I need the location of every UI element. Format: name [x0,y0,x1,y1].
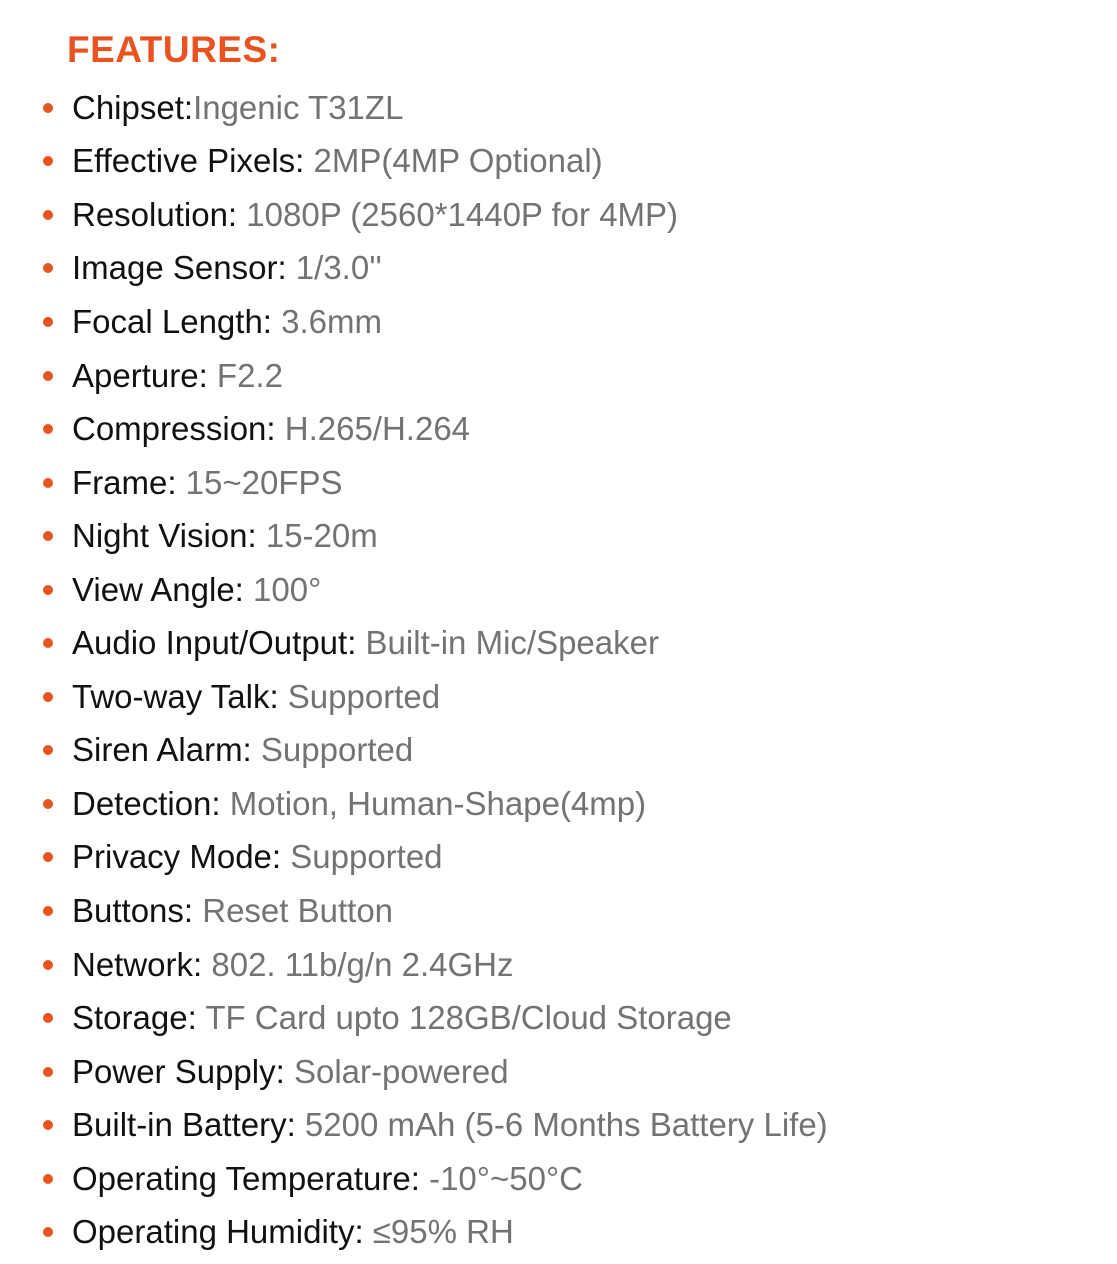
feature-text [72,945,513,985]
feature-value: 15~20FPS [176,463,343,501]
feature-label: Privacy Mode: [72,838,282,876]
bullet-icon [43,371,53,381]
page-title: FEATURES: [67,29,281,70]
feature-text [72,1212,514,1252]
feature-label: Aperture: [72,356,208,394]
bullet-icon [43,585,53,595]
feature-value: 2MP(4MP Optional) [304,142,603,180]
bullet-icon [43,478,53,488]
feature-value: ≤95% RH [363,1213,514,1251]
feature-text [72,141,603,181]
feature-value: 3.6mm [271,302,382,340]
feature-value: 5200 mAh (5-6 Months Battery Life) [295,1106,828,1144]
bullet-icon [43,1174,53,1184]
bullet-icon [43,317,53,327]
bullet-icon [43,906,53,916]
feature-label: Two-way Talk: [72,677,279,715]
feature-value: Supported [278,677,441,715]
feature-text [72,302,382,342]
bullet-icon [43,1067,53,1077]
bullet-icon [43,852,53,862]
feature-label: Frame: [72,463,177,501]
feature-label: Storage: [72,999,197,1037]
bullet-icon [43,531,53,541]
feature-label: Detection: [72,784,221,822]
feature-value: H.265/H.264 [275,410,471,448]
bullet-icon [43,745,53,755]
bullet-icon [43,1120,53,1130]
feature-label: Night Vision: [72,517,257,555]
feature-value: 802. 11b/g/n 2.4GHz [202,945,514,983]
bullet-icon [43,638,53,648]
feature-label: Network: [72,945,203,983]
feature-label: Buttons: [72,891,194,929]
feature-label: Image Sensor: [72,249,287,287]
feature-text [72,195,678,235]
feature-value: 100° [243,570,322,608]
bullet-icon [43,156,53,166]
feature-label: Operating Humidity: [72,1213,364,1251]
feature-text [72,570,321,610]
feature-text [72,784,646,824]
feature-text [72,516,378,556]
bullet-icon [43,799,53,809]
feature-label: Operating Temperature: [72,1159,420,1197]
feature-text [72,356,283,396]
feature-label: Audio Input/Output: [72,624,357,662]
feature-value: Supported [251,731,414,769]
feature-value: Supported [281,838,443,876]
feature-label: Focal Length: [72,302,272,340]
feature-value: 15-20m [256,517,378,555]
feature-text [72,998,732,1038]
feature-label: Resolution: [72,195,238,233]
feature-text [72,463,343,503]
bullet-icon [43,263,53,273]
feature-label: Built-in Battery: [72,1106,296,1144]
feature-label: View Angle: [72,570,244,608]
feature-text [72,409,470,449]
bullet-icon [43,424,53,434]
feature-text [72,837,443,877]
bullet-icon [43,692,53,702]
feature-text [72,1159,583,1199]
bullet-icon [43,103,53,113]
feature-text [72,623,659,663]
feature-text [72,891,393,931]
bullet-icon [43,960,53,970]
feature-value: TF Card upto 128GB/Cloud Storage [196,999,732,1037]
feature-text [72,1105,828,1145]
feature-label: Siren Alarm: [72,731,252,769]
feature-value: Motion, Human-Shape(4mp) [220,784,647,822]
feature-value: -10°~50°C [419,1159,583,1197]
feature-label: Power Supply: [72,1052,285,1090]
feature-value: 1080P (2560*1440P for 4MP) [237,195,679,233]
feature-value: Built-in Mic/Speaker [356,624,659,662]
feature-value: F2.2 [207,356,283,394]
bullet-icon [43,1013,53,1023]
feature-label: Compression: [72,410,276,448]
feature-value: Ingenic T31ZL [193,88,404,126]
feature-value: 1/3.0'' [286,249,382,287]
feature-text [72,248,382,288]
feature-text [72,730,413,770]
feature-text [72,677,440,717]
feature-value: Reset Button [193,891,394,929]
feature-label: Chipset: [72,88,194,126]
feature-value: Solar-powered [284,1052,509,1090]
feature-label: Effective Pixels: [72,142,305,180]
feature-text [72,1052,509,1092]
feature-text [72,88,403,128]
bullet-icon [43,210,53,220]
bullet-icon [43,1227,53,1237]
